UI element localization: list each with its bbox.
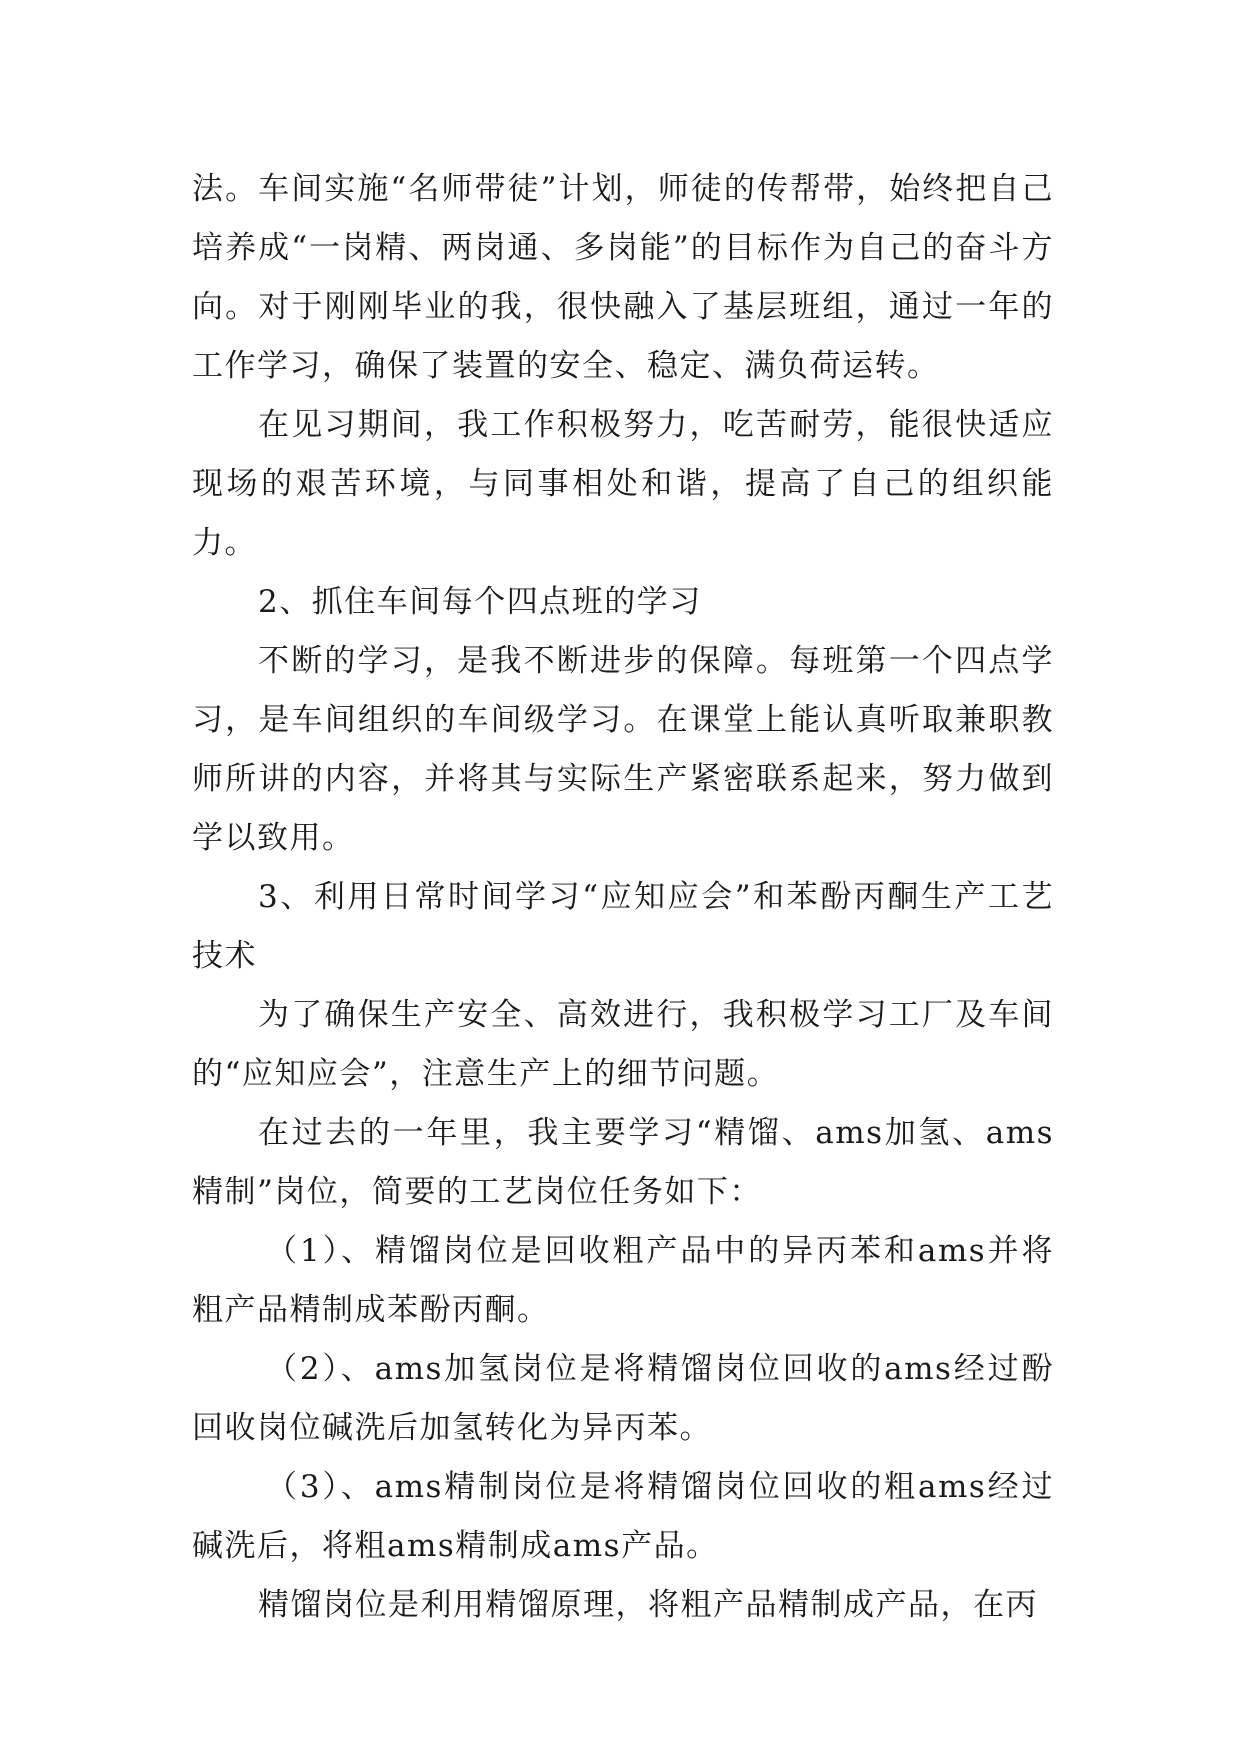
paragraph-continuous-learning: 不断的学习，是我不断进步的保障。每班第一个四点学习，是车间组织的车间级学习。在课堂上能认真听取兼职教师所讲的内容，并将其与实际生产紧密联系起来，努力做到学以致用。 [192, 643, 1054, 856]
paragraph-safety: 为了确保生产安全、高效进行，我积极学习工厂及车间的“应知应会”，注意生产上的细节问题。 [192, 997, 1054, 1092]
paragraph-internship: 在见习期间，我工作积极努力，吃苦耐劳，能很快适应现场的艰苦环境，与同事相处和谐，提高了自己的组织能力。 [192, 407, 1054, 561]
section-heading-3: 3、利用日常时间学习“应知应会”和苯酚丙酮生产工艺技术 [192, 879, 1054, 974]
list-item-1: （1）、精馏岗位是回收粗产品中的异丙苯和ams并将粗产品精制成苯酚丙酮。 [192, 1233, 1054, 1328]
paragraph-continuation: 法。车间实施“名师带徒”计划，师徒的传帮带，始终把自己培养成“一岗精、两岗通、多岗能”的目标作为自己的奋斗方向。对于刚刚毕业的我，很快融入了基层班组，通过一年的工作学习，确保了装置的安全、稳定、满负荷运转。 [192, 171, 1054, 384]
paragraph-past-year: 在过去的一年里，我主要学习“精馏、ams加氢、ams精制”岗位，简要的工艺岗位任务如下： [192, 1115, 1054, 1210]
list-item-3: （3）、ams精制岗位是将精馏岗位回收的粗ams经过碱洗后，将粗ams精制成ams产品。 [192, 1469, 1054, 1564]
list-item-2: （2）、ams加氢岗位是将精馏岗位回收的ams经过酚回收岗位碱洗后加氢转化为异丙苯。 [192, 1351, 1054, 1446]
document-body [192, 160, 1054, 1635]
paragraph-distillation: 精馏岗位是利用精馏原理，将粗产品精制成产品，在丙 [258, 1587, 1038, 1623]
section-heading-2: 2、抓住车间每个四点班的学习 [258, 584, 702, 620]
